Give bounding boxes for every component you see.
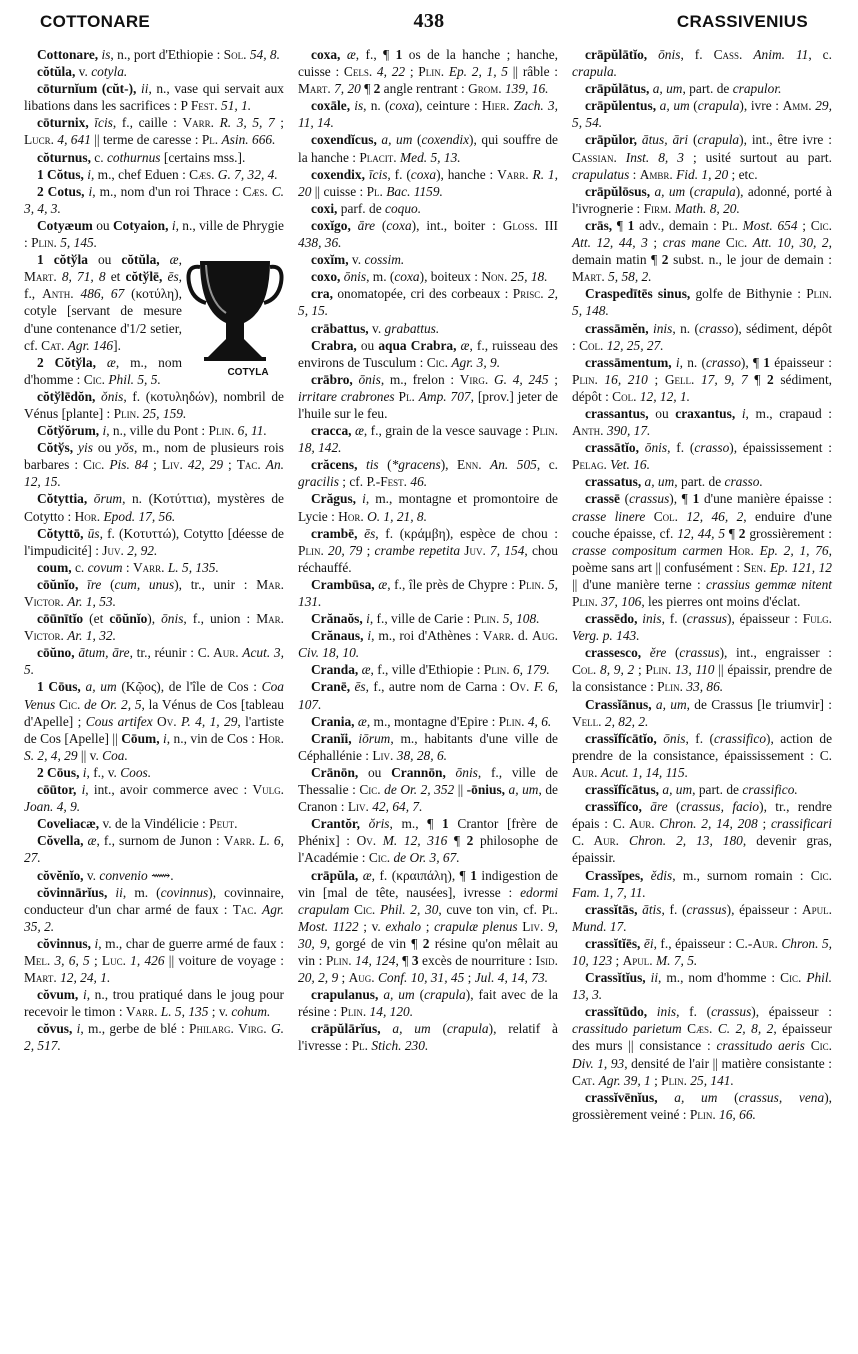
dictionary-entry: Crassĭtĭus, ii, m., nom d'homme : Cic. Phil. 13, 3.: [572, 970, 832, 1003]
dictionary-entry: crāpŭla, æ, f. (κραιπάλη), ¶ 1 indigestion de vin [mal de tête, nausées], ivresse : edormi crapulam Cic. Phil. 2, 30, cuve ton vin, cf. Pl. Most. 1122 ; v. exhalo ; crapulæ plenus Liv. 9, 30, 9, gorgé de vin ¶ 2 résine qu'on mêlait au vin : Plin. 14, 124, ¶ 3 excès de nourriture : Isid. 20, 2, 9 ; Aug. Conf. 10, 31, 45 ; Jul. 4, 14, 73.: [298, 867, 558, 986]
dictionary-entry: crassĭfĭco, āre (crassus, facio), tr., rendre épais : C. Aur. Chron. 2, 14, 208 ; crassificari C. Aur. Chron. 2, 13, 180, devenir gras, épaissir.: [572, 799, 832, 866]
dictionary-entry: crassē (crassus), ¶ 1 d'une manière épaisse : crasse linere Col. 12, 46, 2, enduire d'une couche épaisse, cf. 12, 44, 5 ¶ 2 grossièrement : crasse compositum carmen Hor. Ep. 2, 1, 76, poème sans art || confusément : Sen. Ep. 121, 12 || d'une manière terne : crassius gemmæ nitent Plin. 37, 106, les pierres ont moins d'éclat.: [572, 491, 833, 609]
dictionary-entry: crassĭtās, ātis, f. (crassus), épaisseur : Apul. Mund. 17.: [572, 901, 832, 934]
dictionary-entry: Cŏtyttō, ūs, f. (Κοτυττώ), Cotytto [déesse de l'impudicité] : Juv. 2, 92.: [24, 525, 284, 558]
dictionary-entry: coxa, æ, f., ¶ 1 os de la hanche ; hanche, cuisse : Cels. 4, 22 ; Plin. Ep. 2, 1, 5 || râble : Mart. 7, 20 ¶ 2 angle rentrant : Grom. 139, 16.: [298, 47, 559, 97]
dictionary-entry: coxĭgo, āre (coxa), int., boiter : Gloss. III 438, 36.: [298, 217, 558, 251]
dictionary-entry: Coveliacæ, v. de la Vindélicie : Peut.: [37, 816, 238, 832]
dictionary-entry: cōŭnĭo, īre (cum, unus), tr., unir : Mar. Victor. Ar. 1, 53.: [24, 576, 284, 609]
dictionary-entry: 2 Cotus, i, m., nom d'un roi Thrace : Cæs. C. 3, 4, 3.: [24, 183, 285, 216]
dictionary-entry: cōūnītĭo (et cōŭnĭo), ōnis, f., union : Mar. Victor. Ar. 1, 32.: [24, 611, 284, 644]
dictionary-entry: cŏtŭla, v. cotyla.: [37, 64, 128, 80]
dictionary-entry: Cranē, ēs, f., autre nom de Carna : Ov. F. 6, 107.: [298, 679, 558, 712]
dictionary-entry: Crantŏr, ŏris, m., ¶ 1 Crantor [frère de Phénix] : Ov. M. 12, 316 ¶ 2 philosophe de l'Académie : Cic. de Or. 3, 67.: [298, 816, 558, 866]
dictionary-entry: Crania, æ, m., montagne d'Epire : Plin. 4, 6.: [311, 713, 552, 729]
dictionary-entry: cōūtor, i, int., avoir commerce avec : Vulg. Joan. 4, 9.: [24, 782, 284, 815]
dictionary-entry: crassĭvēnĭus, a, um (crassus, vena), grossièrement veiné : Plin. 16, 66.: [572, 1089, 832, 1122]
illustration-caption: COTYLA: [227, 367, 269, 379]
dictionary-entry: cŏvinnus, i, m., char de guerre armé de faux : Mel. 3, 6, 5 ; Luc. 1, 426 || voiture de voyage : Mart. 12, 24, 1.: [24, 935, 284, 986]
dictionary-entry: Cottonare, is, n., port d'Ethiopie : Sol. 54, 8.: [37, 47, 280, 62]
dictionary-entry: Cŏtyttia, ōrum, n. (Κοτύττια), mystères de Cotytto : Hor. Epod. 17, 56.: [24, 491, 284, 524]
dictionary-entry: crassāmentum, i, n. (crasso), ¶ 1 épaisseur : Plin. 16, 210 ; Gell. 17, 9, 7 ¶ 2 sédiment, dépôt : Col. 12, 12, 1.: [572, 354, 833, 404]
dictionary-entry: crassantus, ou craxantus, i, m., crapaud : Anth. 390, 17.: [572, 405, 832, 439]
dictionary-entry: coxendix, īcis, f. (coxa), hanche : Varr. R. 1, 20 || cuisse : Pl. Bac. 1159.: [298, 166, 558, 199]
dictionary-entry: crassesco, ĕre (crassus), int., engraisser : Col. 8, 9, 2 ; Plin. 13, 110 || épaissir, prendre de la consistance : Plin. 33, 86.: [572, 645, 833, 695]
dictionary-entry: cracca, æ, f., grain de la vesce sauvage : Plin. 18, 142.: [298, 423, 558, 456]
dictionary-entry: crassāmĕn, inis, n. (crasso), sédiment, dépôt : Col. 12, 25, 27.: [572, 320, 833, 353]
dictionary-entry: Crambūsa, æ, f., île près de Chypre : Plin. 5, 131.: [298, 576, 558, 609]
dictionary-entry: coxo, ōnis, m. (coxa), boiteux : Non. 25, 18.: [311, 269, 548, 285]
dictionary-entry: cŏvus, i, m., gerbe de blé : Philarg. Virg. G. 2, 517.: [24, 1021, 284, 1054]
dictionary-entry: crassĭfĭcātus, a, um, part. de crassifico.: [585, 782, 798, 798]
column-3: [572, 46, 832, 1123]
dictionary-entry: crās, ¶ 1 adv., demain : Pl. Most. 654 ; Cic. Att. 12, 44, 3 ; cras mane Cic. Att. 10, 30, 2, demain matin ¶ 2 subst. n., le jour de demain : Mart. 5, 58, 2.: [572, 217, 832, 285]
dictionary-entry: crāpŭlōsus, a, um (crapula), adonné, porté à l'ivrognerie : Firm. Math. 8, 20.: [572, 183, 832, 216]
dictionary-entry: crassēdo, inis, f. (crassus), épaisseur : Fulg. Verg. p. 143.: [572, 611, 832, 644]
dictionary-entry: Cranda, æ, f., ville d'Ethiopie : Plin. 6, 179.: [311, 662, 550, 678]
dictionary-entry: cŏvum, i, n., trou pratiqué dans le joug pour recevoir le timon : Varr. L. 5, 135 ; v. cohum.: [24, 987, 284, 1020]
dictionary-entry: Cŏvella, æ, f., surnom de Junon : Varr. L. 6, 27.: [24, 833, 284, 866]
dictionary-entry: Crănaŏs, i, f., ville de Carie : Plin. 5, 108.: [311, 611, 540, 627]
dictionary-entry: crăcens, tis (*gracens), Enn. An. 505, c. gracilis ; cf. P.-Fest. 46.: [298, 457, 558, 490]
dictionary-entry: coxĭm, v. cossim.: [311, 252, 405, 268]
dictionary-entry: Crassĭpes, ĕdis, m., surnom romain : Cic. Fam. 1, 7, 11.: [572, 867, 832, 900]
dictionary-entry: crāpŭlor, ātus, āri (crapula), int., être ivre : Cassian. Inst. 8, 3 ; usité surtout au part. crapulatus : Ambr. Fid. 1, 20 ; etc.: [572, 132, 832, 182]
dictionary-entry: Crānōn, ou Crannōn, ōnis, f., ville de Thessalie : Cic. de Or. 2, 352 || -ōnius, a, um, de Cranon : Liv. 42, 64, 7.: [298, 764, 558, 815]
dictionary-entry: cōturnĭum (cŭt-), ii, n., vase qui servait aux libations dans les sacrifices : P Fest. 51, 1.: [24, 81, 284, 114]
dictionary-entry: 1 Cōus, a, um (Κῷος), de l'île de Cos : Coa Venus Cic. de Or. 2, 5, la Vénus de Cos [tableau d'Apelle] ; Cous artifex Ov. P. 4, 1, 29, l'artiste de Cos [Apelle] || Cōum, i, n., vin de Cos : Hor. S. 2, 4, 29 || v. Coa.: [24, 679, 284, 763]
dictionary-entry: 1 Cŏtus, i, m., chef Eduen : Cæs. G. 7, 32, 4.: [37, 166, 278, 182]
dictionary-entry: crāpŭlātĭo, ōnis, f. Cass. Anim. 11, c. crapula.: [572, 47, 832, 80]
dictionary-entry: crābro, ōnis, m., frelon : Virg. G. 4, 245 ; irritare crabrones Pl. Amp. 707, [prov.] jeter de l'huile sur le feu.: [298, 371, 558, 421]
running-head-left: COTTONARE: [40, 12, 151, 31]
page-number: 438: [413, 10, 445, 32]
dictionary-entry: coxendĭcus, a, um (coxendix), qui souffre de la hanche : Placit. Med. 5, 13.: [298, 132, 558, 165]
dictionary-entry: Craspedītēs sinus, golfe de Bithynie : Plin. 5, 148.: [572, 286, 832, 319]
dictionary-entry: 2 Cōus, i, f., v. Coos.: [37, 764, 152, 780]
dictionary-entry: crāpŭlātus, a, um, part. de crapulor.: [585, 81, 782, 97]
dictionary-entry: cŏvinnārĭus, ii, m. (covinnus), covinnaire, conducteur d'un char armé de faux : Tac. Agr. 35, 2.: [24, 884, 284, 934]
dictionary-entry: Crabra, ou aqua Crabra, æ, f., ruisseau des environs de Tusculum : Cic. Agr. 3, 9.: [298, 337, 558, 370]
dictionary-entry: Crănaus, i, m., roi d'Athènes : Varr. d. Aug. Civ. 18, 10.: [298, 628, 558, 661]
dictionary-entry: Cŏtўs, yis ou yŏs, m., nom de plusieurs rois barbares : Cic. Pis. 84 ; Liv. 42, 29 ; Tac. An. 12, 15.: [24, 440, 284, 490]
cotyla-illustration: [186, 253, 284, 381]
dictionary-entry: crāpŭlārĭus, a, um (crapula), relatif à l'ivresse : Pl. Stich. 230.: [298, 1021, 558, 1054]
dictionary-entry: crassĭfĭcātĭo, ōnis, f. (crassifico), action de prendre de la consistance, épaississement : C. Aur. Acut. 1, 14, 115.: [572, 730, 833, 780]
dictionary-entry: cōturnix, īcis, f., caille : Varr. R. 3, 5, 7 ; Lucr. 4, 641 || terme de caresse : Pl. Asin. 666.: [24, 115, 284, 148]
dictionary-entry: Cranĭi, iōrum, m., habitants d'une ville de Céphallénie : Liv. 38, 28, 6.: [298, 730, 558, 763]
dictionary-entry: crapulanus, a, um (crapula), fait avec de la résine : Plin. 14, 120.: [298, 987, 558, 1020]
dictionary-entry: crāpŭlentus, a, um (crapula), ivre : Amm. 29, 5, 54.: [572, 98, 832, 131]
dictionary-entry: coum, c. covum : Varr. L. 5, 135.: [37, 559, 219, 575]
dictionary-entry: cŏturnus, c. cothurnus [certains mss.].: [37, 149, 246, 165]
page-header: [0, 12, 858, 38]
dictionary-entry: cŏtўlēdŏn, ŏnis, f. (κοτυληδών), nombril de Vénus [plante] : Plin. 25, 159.: [24, 388, 284, 421]
dictionary-entry: cra, onomatopée, cri des corbeaux : Prisc. 2, 5, 15.: [298, 286, 559, 319]
dictionary-entry: crassātĭo, ōnis, f. (crasso), épaississement : Pelag. Vet. 16.: [572, 440, 833, 473]
dictionary-entry: coxāle, is, n. (coxa), ceinture : Hier. Zach. 3, 11, 14.: [298, 98, 558, 131]
dictionary-entry: crambē, ēs, f. (κράμβη), espèce de chou : Plin. 20, 79 ; crambe repetita Juv. 7, 154, chou réchauffé.: [298, 525, 558, 575]
dictionary-entry: crassatus, a, um, part. de crasso.: [585, 474, 763, 490]
dictionary-entry: crābattus, v. grabattus.: [311, 320, 440, 336]
dictionary-entry: Cotyæum ou Cotyaion, i, n., ville de Phrygie : Plin. 5, 145.: [24, 217, 284, 251]
column-1: [24, 46, 284, 1055]
dictionary-entry: Crăgus, i, m., montagne et promontoire de Lycie : Hor. O. 1, 21, 8.: [298, 491, 559, 524]
dictionary-entry: 1 cŏtўla ou cŏtŭla, æ, Mart. 8, 71, 8 et cŏtўlē, ēs, f., Anth. 486, 67 (κοτύλη), cotyle [servant de mesure d'une contenance d'1/2 setier, cf. Cat. Agr. 146].: [24, 252, 183, 353]
dictionary-entry: crassĭtūdo, inis, f. (crassus), épaisseur : crassitudo parietum Cæs. C. 2, 8, 2, épaisseur des murs || consistance : crassitudo aeris Cic. Div. 1, 93, densité de l'air || matière consistante : Cat. Agr. 39, 1 ; Plin. 25, 141.: [572, 1004, 832, 1088]
dictionary-entry: crassĭtĭēs, ēi, f., épaisseur : C.-Aur. Chron. 5, 10, 123 ; Apul. M. 7, 5.: [572, 935, 832, 968]
column-2: [298, 46, 558, 1055]
dictionary-entry: Crassĭānus, a, um, de Crassus [le triumvir] : Vell. 2, 82, 2.: [572, 696, 832, 729]
dictionary-entry: coxi, parf. de coquo.: [311, 200, 422, 216]
dictionary-entry: 2 Cŏtўla, æ, m., nom d'homme : Cic. Phil. 5, 5.: [24, 354, 182, 387]
dictionary-entry: Cŏtўŏrum, i, n., ville du Pont : Plin. 6, 11.: [37, 423, 267, 439]
dictionary-entry: cŏvĕnĭo, v. convenio ⟿.: [37, 867, 174, 883]
dictionary-entry: cōŭno, ātum, āre, tr., réunir : C. Aur. Acut. 3, 5.: [24, 645, 284, 678]
running-head-right: CRASSIVENIUS: [676, 12, 808, 31]
